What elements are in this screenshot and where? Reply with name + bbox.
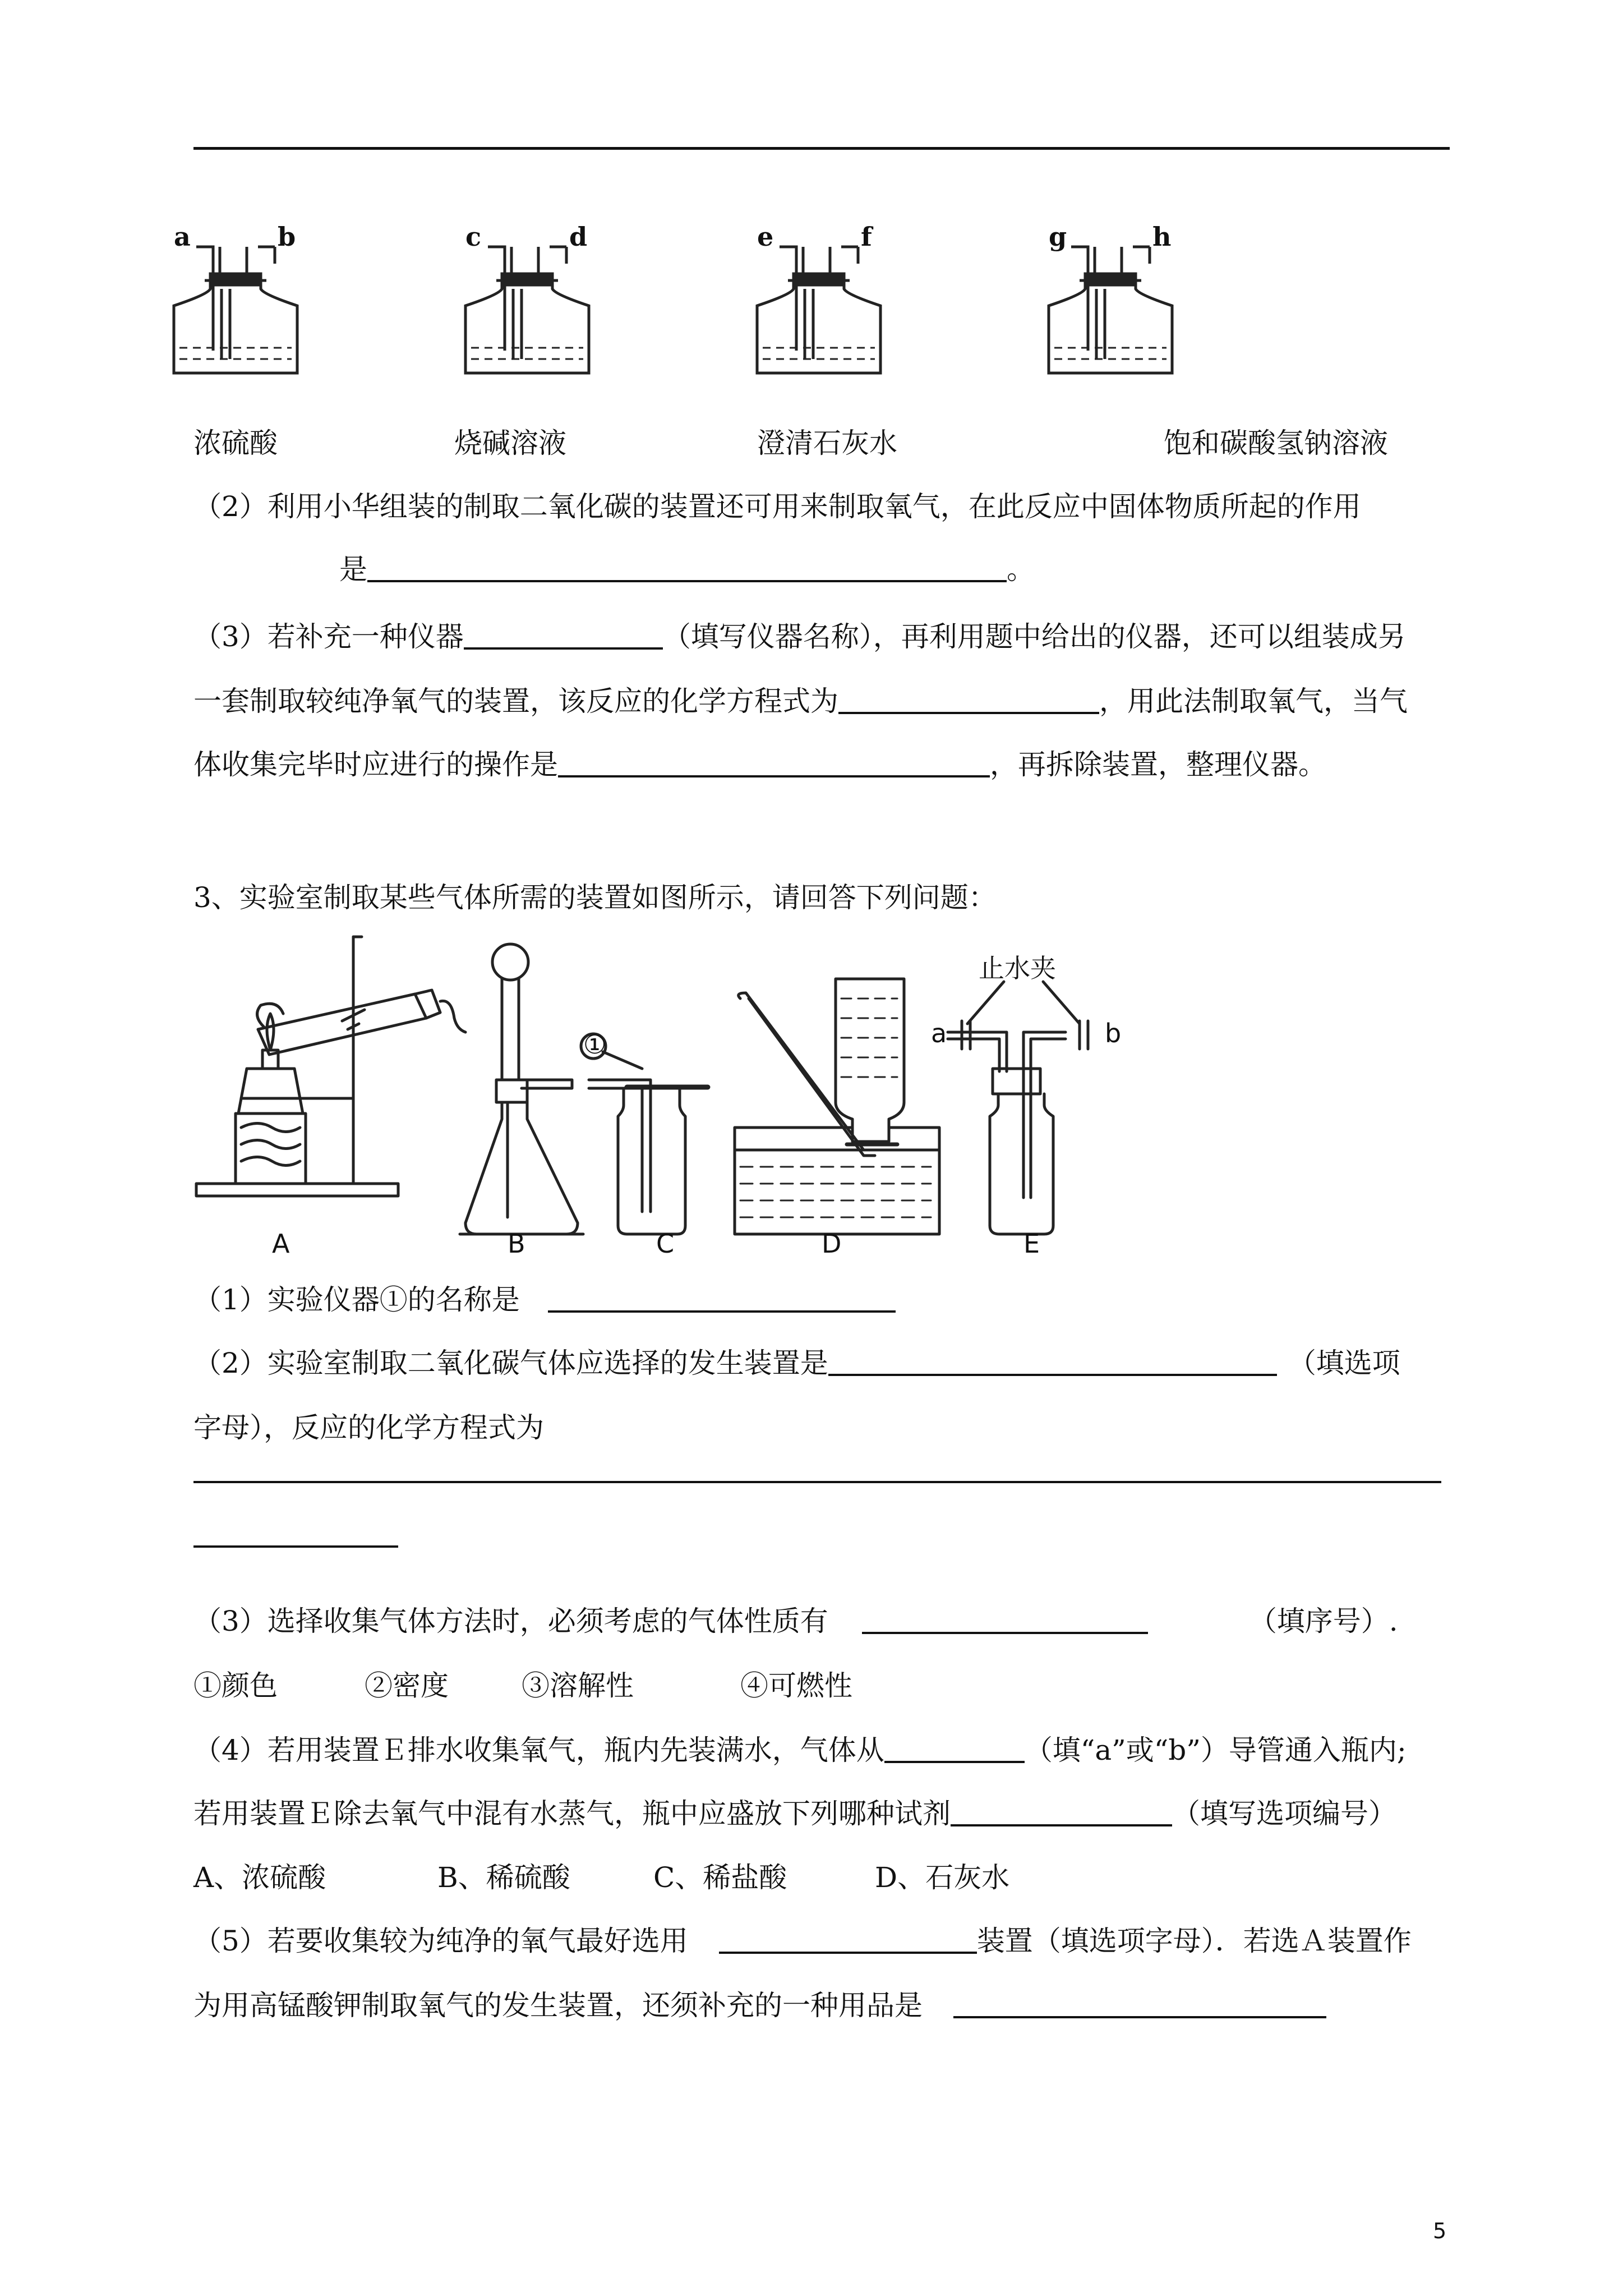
s3-opt-2: ②密度 [365, 1669, 449, 1702]
q3-line-2: 一套制取较纯净氧气的装置，该反应的化学方程式为 ，用此法制取氧气，当气 [193, 682, 1408, 721]
apparatus-c [581, 1034, 708, 1234]
q3-line-1: （3）若补充一种仪器 （填写仪器名称），再利用题中给出的仪器，还可以组装成另 [193, 617, 1406, 656]
bottle-4-left-tube-label: g [1049, 222, 1067, 252]
answer-blank-co2-equation[interactable] [193, 1481, 1441, 1483]
answer-blank-role[interactable] [367, 551, 1007, 582]
bottle-name-4: 饱和碳酸氢钠溶液 [1164, 427, 1388, 459]
s2-line-2: 字母），反应的化学方程式为 [193, 1411, 544, 1444]
s4-opt-c: C、稀盐酸 [653, 1861, 787, 1894]
bottle-2-right-tube-label: d [569, 222, 588, 252]
label-c: C [656, 1228, 675, 1259]
answer-blank-gas-properties[interactable] [862, 1603, 1148, 1634]
s4-opt-b: B、稀硫酸 [437, 1861, 570, 1894]
answer-blank-tube[interactable] [884, 1732, 1025, 1763]
label-a: A [272, 1228, 290, 1259]
bottle-4-right-tube-label: h [1152, 222, 1172, 252]
apparatus-a [196, 937, 465, 1196]
apparatus-e [948, 982, 1088, 1234]
q2-line-2: 是 。 [339, 550, 1035, 589]
apparatus-b [460, 944, 583, 1234]
answer-blank-reagent[interactable] [951, 1795, 1172, 1826]
wash-bottle-3 [757, 247, 880, 373]
answer-blank-co2-equation-cont[interactable] [193, 1545, 398, 1548]
apparatus-figure [0, 920, 1623, 1268]
e-tube-a-label: a [931, 1018, 947, 1048]
apparatus-d [735, 979, 939, 1234]
bottle-name-1: 浓硫酸 [193, 427, 278, 459]
bottle-name-3: 澄清石灰水 [757, 427, 897, 459]
clip-label: 止水夹 [979, 953, 1056, 983]
bottle-1-left-tube-label: a [174, 222, 191, 252]
s4-opt-a: A、浓硫酸 [193, 1861, 326, 1894]
s5-line-2: 为用高锰酸钾制取氧气的发生装置，还须补充的一种用品是 [193, 1986, 1326, 2025]
s3-line-1: （3）选择收集气体方法时，必须考虑的气体性质有 （填序号）. [193, 1602, 1398, 1641]
bottle-name-2: 烧碱溶液 [454, 427, 566, 459]
s4-opt-d: D、石灰水 [875, 1861, 1010, 1894]
q3-line-3: 体收集完毕时应进行的操作是 ，再拆除装置，整理仪器。 [193, 745, 1326, 784]
wash-bottle-4 [1049, 247, 1172, 373]
s1-line: （1）实验仪器①的名称是 [193, 1280, 896, 1319]
answer-blank-instrument-1[interactable] [548, 1281, 896, 1313]
q2-line-1: （2）利用小华组装的制取二氧化碳的装置还可用来制取氧气，在此反应中固体物质所起的作用 [193, 490, 1361, 523]
answer-blank-generator[interactable] [828, 1345, 1277, 1376]
page-number: 5 [1433, 2219, 1447, 2243]
wash-bottle-2 [465, 247, 589, 373]
label-e: E [1023, 1228, 1040, 1259]
answer-blank-operation[interactable] [558, 746, 990, 777]
bottle-3-right-tube-label: f [861, 222, 872, 252]
s4-line-1: （4）若用装置Ｅ排水收集氧气，瓶内先装满水，气体从 （填“a”或“b”）导管通入瓶内; [193, 1731, 1407, 1770]
answer-blank-supply[interactable] [953, 1987, 1326, 2018]
s3-opt-3: ③溶解性 [522, 1669, 634, 1702]
s5-line-1: （5）若要收集较为纯净的氧气最好选用 装置（填选项字母）．若选Ａ装置作 [193, 1921, 1412, 1961]
c-mark-label: ① [583, 1029, 607, 1060]
answer-blank-collector[interactable] [719, 1922, 977, 1954]
bottle-1-right-tube-label: b [278, 222, 296, 252]
s4-line-2: 若用装置Ｅ除去氧气中混有水蒸气，瓶中应盛放下列哪种试剂 （填写选项编号） [193, 1794, 1396, 1833]
answer-blank-equation[interactable] [838, 683, 1099, 714]
e-tube-b-label: b [1105, 1018, 1122, 1048]
answer-blank-instrument[interactable] [464, 618, 663, 650]
s2-line-1: （2）实验室制取二氧化碳气体应选择的发生装置是 （填选项 [193, 1343, 1400, 1383]
s3-opt-4: ④可燃性 [740, 1669, 852, 1702]
s3-opt-1: ①颜色 [193, 1669, 278, 1702]
bottle-2-left-tube-label: c [465, 222, 482, 252]
bottle-3-left-tube-label: e [757, 222, 774, 252]
label-d: D [822, 1228, 842, 1259]
label-b: B [508, 1228, 525, 1259]
wash-bottles-figure [0, 0, 1623, 404]
wash-bottle-1 [174, 247, 297, 373]
problem-3-title: 3、实验室制取某些气体所需的装置如图所示，请回答下列问题： [193, 881, 997, 914]
